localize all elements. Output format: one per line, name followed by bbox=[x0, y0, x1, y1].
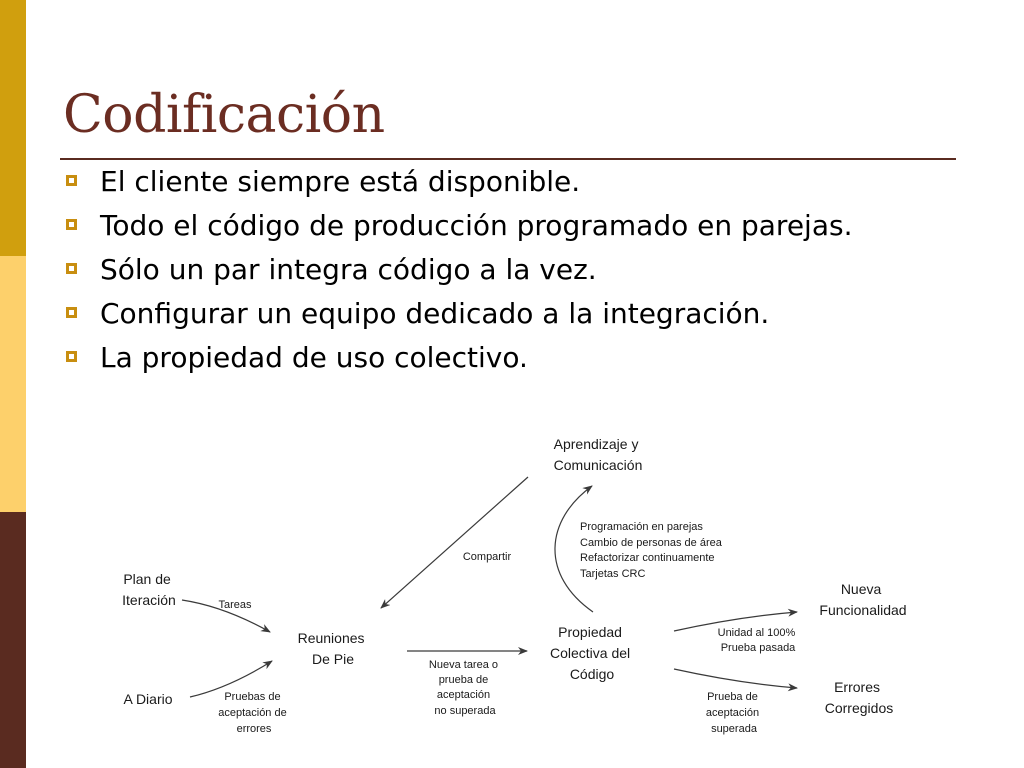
arrow-compartir bbox=[381, 477, 528, 608]
bullet-text: La propiedad de uso colectivo. bbox=[100, 341, 528, 374]
edge-label-line: Tareas bbox=[218, 599, 252, 611]
node-propiedad-line: Colectiva del bbox=[549, 645, 631, 661]
node-plan-line: Iteración bbox=[122, 592, 176, 608]
node-nueva-line: Nueva bbox=[840, 581, 882, 597]
edge-label-prueba-superada bbox=[706, 691, 762, 735]
edge-label-line: Prueba pasada bbox=[720, 642, 796, 654]
edge-label-line: aceptación de bbox=[218, 707, 287, 719]
edge-label-pruebas-errores bbox=[218, 691, 290, 735]
edge-label-line: prueba de bbox=[438, 674, 489, 686]
node-reuniones-line: De Pie bbox=[311, 651, 355, 667]
bullet-text: El cliente siempre está disponible. bbox=[100, 165, 581, 198]
edge-label-line: Unidad al 100% bbox=[717, 627, 796, 639]
node-plan-line: Plan de bbox=[123, 571, 171, 587]
node-errores-line: Errores bbox=[834, 679, 881, 695]
edge-label-line: aceptación bbox=[705, 707, 760, 719]
edge-label-line: Tarjetas CRC bbox=[580, 568, 646, 580]
edge-label-practicas bbox=[580, 521, 725, 580]
node-aprendizaje-line: Aprendizaje y bbox=[553, 436, 639, 452]
edge-label-line: no superada bbox=[434, 705, 496, 717]
arrow-prueba-superada bbox=[674, 669, 797, 688]
node-nueva-line: Funcionalidad bbox=[819, 602, 907, 618]
node-diario-line: A Diario bbox=[123, 691, 173, 707]
edge-label-line: Compartir bbox=[462, 551, 512, 563]
node-propiedad-line: Código bbox=[569, 666, 615, 682]
node-errores-corregidos bbox=[825, 679, 893, 716]
edge-label-compartir bbox=[463, 551, 512, 563]
node-reuniones-line: Reuniones bbox=[297, 630, 365, 646]
arrow-practicas bbox=[555, 486, 593, 612]
node-propiedad bbox=[550, 624, 634, 682]
edge-label-line: errores bbox=[236, 723, 272, 735]
edge-label-tareas bbox=[218, 599, 252, 611]
edge-label-line: Prueba de bbox=[707, 691, 758, 703]
bullet-text: Configurar un equipo dedicado a la integración. bbox=[100, 297, 770, 330]
node-nueva-funcionalidad bbox=[819, 581, 906, 618]
bullet-text: Todo el código de producción programado en parejas. bbox=[100, 209, 853, 242]
slide-title: Codificación bbox=[63, 85, 385, 145]
edge-label-line: Pruebas de bbox=[224, 691, 281, 703]
edge-label-unidad bbox=[718, 627, 799, 654]
edge-label-line: aceptación bbox=[436, 689, 491, 701]
node-reuniones bbox=[298, 630, 369, 667]
node-a-diario bbox=[123, 691, 172, 707]
node-plan-iteracion bbox=[122, 571, 176, 608]
bullet-text: Sólo un par integra código a la vez. bbox=[100, 253, 597, 286]
edge-label-line: Refactorizar continuamente bbox=[580, 552, 715, 564]
edge-label-line: superada bbox=[711, 723, 757, 735]
node-aprendizaje-line: Comunicación bbox=[553, 457, 643, 473]
edge-label-line: Cambio de personas de área bbox=[580, 537, 722, 549]
node-aprendizaje bbox=[554, 436, 643, 473]
node-errores-line: Corregidos bbox=[824, 700, 894, 716]
node-propiedad-line: Propiedad bbox=[558, 624, 622, 640]
edge-label-line: Programación en parejas bbox=[580, 521, 703, 533]
edge-label-nueva-tarea bbox=[429, 659, 501, 717]
edge-label-line: Nueva tarea o bbox=[428, 659, 499, 671]
